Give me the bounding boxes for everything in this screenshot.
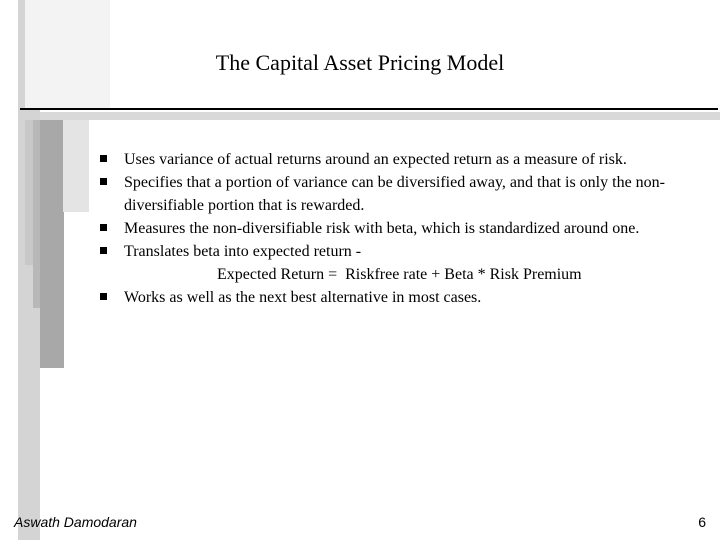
bullet-item	[96, 171, 696, 217]
bullet-text: Works as well as the next best alternative in most cases.	[124, 289, 482, 306]
bullet-text: Uses variance of actual returns around an expected return as a measure of risk.	[124, 151, 627, 168]
bullet-text: Specifies that a portion of variance can be diversified away, and that is only the non-diversifiable portion that is rewarded.	[124, 174, 665, 214]
decor-bar-6	[63, 120, 89, 212]
bullet-text: Translates beta into expected return -	[124, 243, 362, 260]
title-rule-shadow	[40, 112, 720, 120]
bullet-item	[96, 148, 696, 171]
square-bullet-icon	[100, 247, 107, 254]
page-number: 6	[698, 514, 706, 530]
square-bullet-icon	[100, 178, 107, 185]
slide-title: The Capital Asset Pricing Model	[215, 50, 505, 75]
footer-author: Aswath Damodaran	[14, 514, 137, 530]
bullet-item	[96, 217, 696, 240]
bullet-item	[96, 240, 696, 286]
bullet-text: Measures the non-diversifiable risk with beta, which is standardized around one.	[124, 220, 640, 237]
bullet-item	[96, 286, 696, 309]
square-bullet-icon	[100, 224, 107, 231]
bullet-list	[96, 148, 696, 309]
square-bullet-icon	[100, 155, 107, 162]
capm-formula: Expected Return = Riskfree rate + Beta * Risk Premium	[217, 266, 582, 283]
decor-bar-5	[40, 120, 64, 368]
title-rule	[20, 108, 718, 110]
square-bullet-icon	[100, 293, 107, 300]
